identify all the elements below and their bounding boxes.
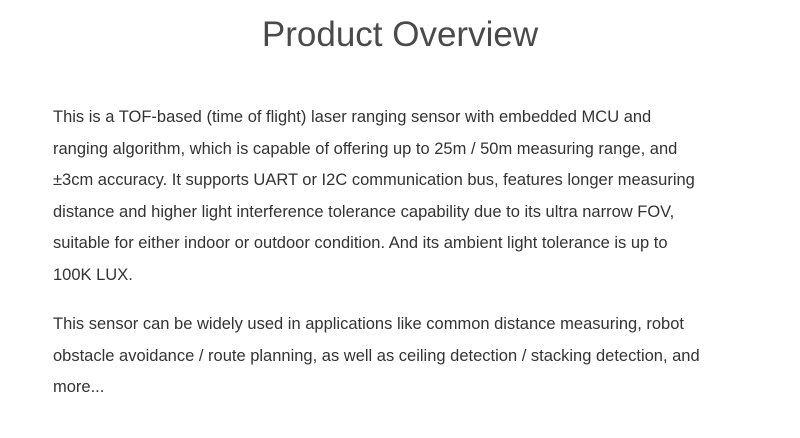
page-title: Product Overview <box>261 15 539 54</box>
paragraph-line: obstacle avoidance / route planning, as well as ceiling detection / stacking detection, and <box>53 346 700 365</box>
paragraph-line: suitable for either indoor or outdoor condition. And its ambient light tolerance is up to <box>53 234 668 252</box>
paragraph-line: ±3cm accuracy. It supports UART or I2C communication bus, features longer measuring <box>53 171 695 189</box>
paragraph-line: 100K LUX. <box>53 265 133 284</box>
paragraph-line: This is a TOF-based (time of flight) laser ranging sensor with embedded MCU and <box>53 108 652 126</box>
paragraph-line: distance and higher light interference tolerance capability due to its ultra narrow FOV, <box>53 202 675 221</box>
paragraph-line: This sensor can be widely used in applications like common distance measuring, robot <box>53 315 684 333</box>
paragraph-line: ranging algorithm, which is capable of offering up to 25m / 50m measuring range, and <box>53 139 678 158</box>
paragraph-line: more... <box>53 378 105 396</box>
overview-paragraph-2 <box>53 309 753 404</box>
overview-paragraph-1 <box>53 102 753 291</box>
